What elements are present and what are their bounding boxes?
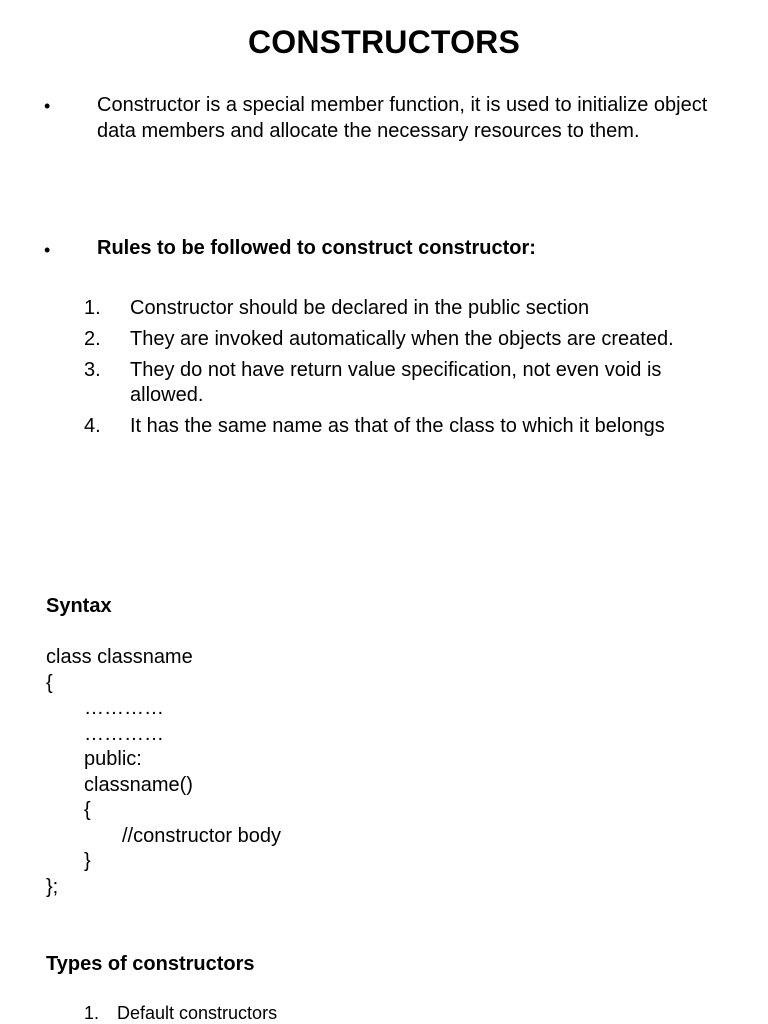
syntax-code-block	[46, 645, 281, 900]
list-item	[84, 327, 734, 352]
bullet-marker: •	[44, 96, 51, 116]
code-line: classname()	[84, 773, 193, 796]
constructor-definition-text: Constructor is a special member function, it is used to initialize object data members and allocate the necessary resources to them.	[97, 94, 708, 142]
types-heading: Types of constructors	[46, 953, 255, 975]
code-line: …………	[84, 722, 164, 745]
list-item-text: Default constructors	[117, 1003, 278, 1023]
list-number: 4.	[84, 415, 101, 437]
list-item-text: It has the same name as that of the class to which it belongs	[130, 415, 665, 437]
code-line: …………	[84, 697, 164, 719]
list-item-text: They do not have return value specification, not even void is allowed.	[130, 359, 662, 406]
list-item-text: Constructor should be declared in the public section	[130, 297, 590, 319]
code-line: public:	[84, 748, 142, 770]
list-item	[84, 296, 734, 321]
bullet-marker: •	[44, 240, 51, 260]
rules-heading: Rules to be followed to construct constructor:	[97, 237, 536, 259]
syntax-heading: Syntax	[46, 595, 112, 617]
list-number: 1.	[84, 1003, 100, 1023]
code-line: };	[46, 875, 59, 898]
list-number: 3.	[84, 359, 101, 381]
code-line: class classname	[46, 646, 193, 668]
code-line: //constructor body	[122, 824, 281, 847]
rules-list	[84, 296, 734, 445]
code-line: }	[84, 850, 91, 872]
list-item	[84, 1003, 277, 1024]
code-line: {	[84, 799, 91, 821]
list-number: 1.	[84, 297, 101, 319]
page-title: CONSTRUCTORS	[247, 24, 521, 60]
list-item	[84, 358, 734, 408]
code-line: {	[46, 671, 53, 694]
list-number: 2.	[84, 328, 101, 350]
list-item	[84, 414, 734, 439]
list-item-text: They are invoked automatically when the objects are created.	[130, 328, 674, 350]
